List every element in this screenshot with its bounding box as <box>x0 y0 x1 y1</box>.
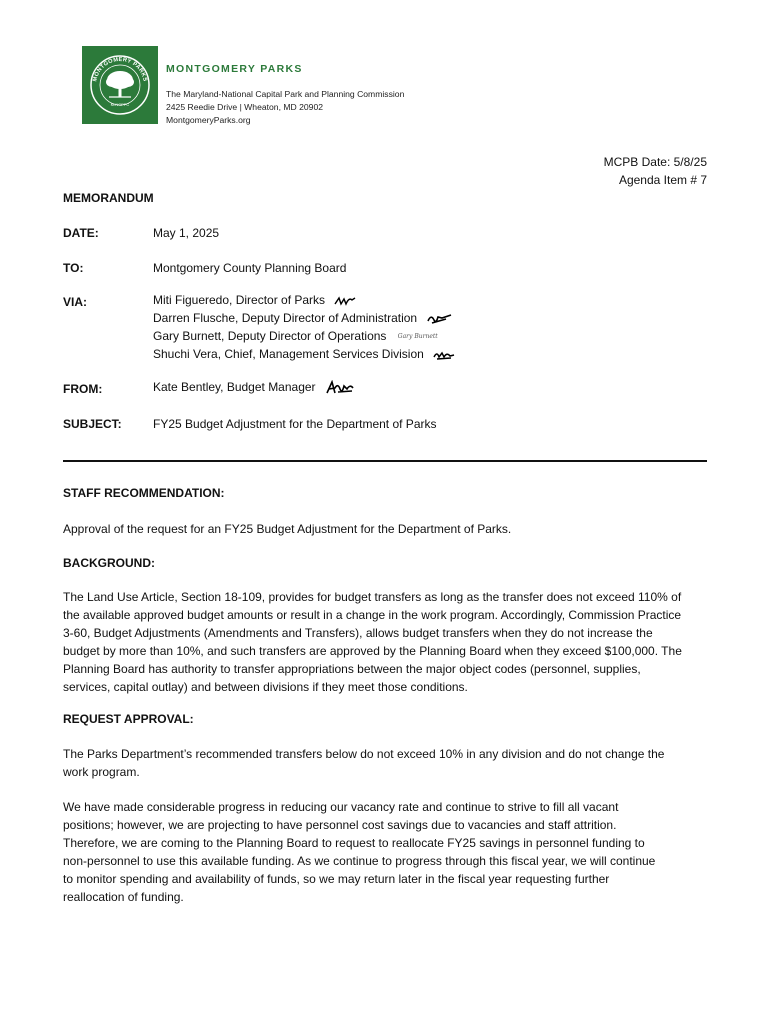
via-label: VIA: <box>63 295 87 309</box>
date-value: May 1, 2025 <box>153 226 220 240</box>
paragraph-line: We have made considerable progress in reducing our vacancy rate and continue to strive to fill all vacant <box>63 800 619 814</box>
signature-mark <box>334 295 356 307</box>
paragraph-line: The Parks Department’s recommended transfers below do not exceed 10% in any division and do not change the <box>63 747 665 761</box>
via-line-deputy-ops <box>153 329 438 343</box>
paragraph-line: 3-60, Budget Adjustments (Amendments and Transfers), allows budget transfers when they do not increase the <box>63 626 653 640</box>
staff-recommendation-text: Approval of the request for an FY25 Budget Adjustment for the Department of Parks. <box>63 522 512 536</box>
montgomery-parks-logo <box>82 46 158 124</box>
via-line-director <box>153 293 356 307</box>
paragraph-line: The Land Use Article, Section 18-109, provides for budget transfers as long as the transfer does not exceed 110% of <box>63 590 682 604</box>
signature-mark <box>426 312 452 325</box>
paragraph-line: services, capital outlay) and between divisions if they meet those conditions. <box>63 680 468 694</box>
paragraph-line: to monitor spending and availability of funds, so we may return later in the fiscal year requesting further <box>63 872 610 886</box>
from-line <box>153 380 355 396</box>
via-name: Miti Figueredo, Director of Parks <box>153 293 326 307</box>
paragraph-line: budget by more than 10%, and such transfers are approved by the Planning Board when they exceed $100,000. The <box>63 644 682 658</box>
background-heading: BACKGROUND: <box>63 556 155 570</box>
from-label: FROM: <box>63 382 103 396</box>
staff-recommendation-heading: STAFF RECOMMENDATION: <box>63 486 225 500</box>
paragraph-line: non-personnel to use this available funding. As we continue to progress through this fiscal year, we will continue <box>63 854 656 868</box>
mcpb-date: MCPB Date: 5/8/25 <box>603 155 707 169</box>
request-paragraph-2 <box>63 798 707 906</box>
logo-bottom-text: M-NCPPC <box>110 102 130 107</box>
logo-ring-text: MONTGOMERY PARKS <box>92 56 148 83</box>
request-approval-heading: REQUEST APPROVAL: <box>63 712 194 726</box>
address-line-website[interactable]: MontgomeryParks.org <box>166 115 251 125</box>
via-name: Shuchi Vera, Chief, Management Services Division <box>153 347 424 361</box>
agenda-item: Agenda Item # 7 <box>618 173 707 187</box>
signature-mark <box>325 380 355 396</box>
subject-label: SUBJECT: <box>63 417 122 431</box>
to-label: TO: <box>63 261 84 275</box>
via-name: Darren Flusche, Deputy Director of Administration <box>153 311 418 325</box>
paragraph-line: reallocation of funding. <box>63 890 184 904</box>
date-label: DATE: <box>63 226 99 240</box>
from-value: Kate Bentley, Budget Manager <box>153 380 316 395</box>
background-paragraph <box>63 588 707 696</box>
address-line-street: 2425 Reedie Drive | Wheaton, MD 20902 <box>166 102 324 112</box>
memo-title: MEMORANDUM <box>63 191 154 205</box>
tree-seal-icon <box>82 46 158 124</box>
paragraph-line: work program. <box>63 765 140 779</box>
signature-text: Gary Burnett <box>397 333 438 341</box>
via-line-chief <box>153 347 455 361</box>
paragraph-line: Therefore, we are coming to the Planning Board to request to reallocate FY25 savings in personnel funding to <box>63 836 645 850</box>
section-divider <box>63 460 707 462</box>
paragraph-line: the available approved budget amounts or result in a change in the work program. Accordingly, Commission Practice <box>63 608 682 622</box>
paragraph-line: positions; however, we are projecting to have personnel cost savings due to vacancies and staff attrition. <box>63 818 617 832</box>
subject-value: FY25 Budget Adjustment for the Department of Parks <box>153 417 437 431</box>
signature-mark <box>433 349 455 361</box>
address-line-commission: The Maryland-National Capital Park and Planning Commission <box>166 89 405 99</box>
request-paragraph-1 <box>63 745 707 781</box>
org-name: MONTGOMERY PARKS <box>166 63 303 75</box>
to-value: Montgomery County Planning Board <box>153 261 347 275</box>
via-line-deputy-admin <box>153 311 452 325</box>
paragraph-line: Planning Board has authority to transfer appropriations between the major object codes (personnel, supplies, <box>63 662 641 676</box>
via-name: Gary Burnett, Deputy Director of Operations <box>153 329 387 343</box>
